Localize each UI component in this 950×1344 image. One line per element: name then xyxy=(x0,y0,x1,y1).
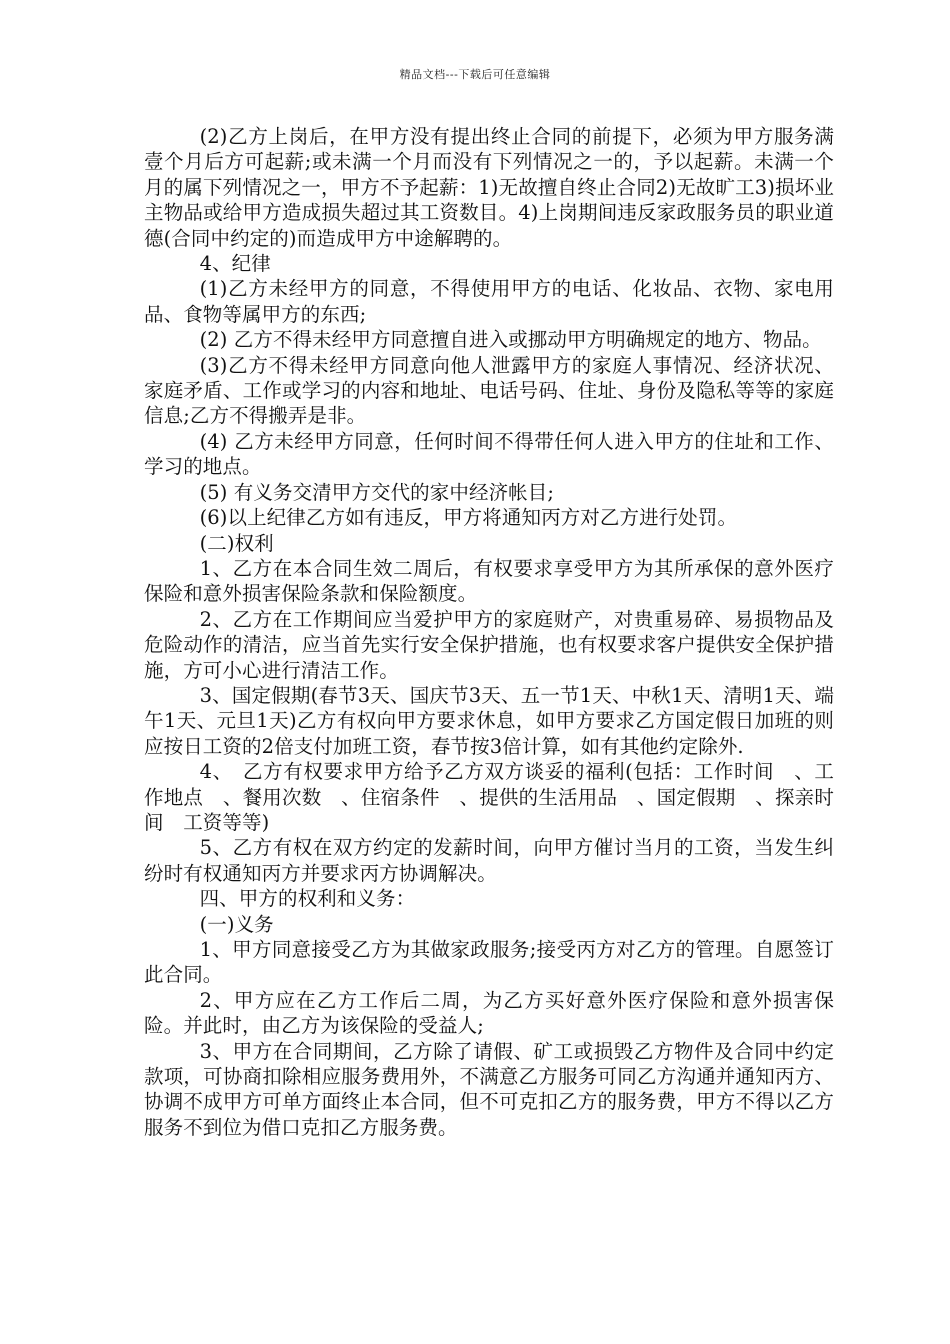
paragraph-discipline-2: (2) 乙方不得未经甲方同意擅自进入或挪动甲方明确规定的地方、物品。 xyxy=(199,328,822,352)
paragraph-rights-1: 1、乙方在本合同生效二周后，有权要求享受甲方为其所承保的意外医疗保险和意外损害保险条款和保险额度。 xyxy=(144,556,834,606)
section-heading-rights: (二)权利 xyxy=(199,531,274,555)
paragraph-obligations-3: 3、甲方在合同期间，乙方除了请假、矿工或损毁乙方物件及合同中约定款项，可协商扣除相应服务费用外，不满意乙方服务可同乙方沟通并通知丙方、协调不成甲方可单方面终止本合同，但不可克扣乙方的服务费，甲方不得以乙方服务不到位为借口克扣乙方服务费。 xyxy=(144,1039,834,1139)
section-heading-discipline: 4、纪律 xyxy=(199,252,271,276)
paragraph-rights-4: 4、 乙方有权要求甲方给予乙方双方谈妥的福利(包括：工作时间 、工作地点 、餐用次数 、住宿条件 、提供的生活用品 、国定假期 、探亲时间 工资等等) xyxy=(144,760,834,834)
paragraph-discipline-1: (1)乙方未经甲方的同意，不得使用甲方的电话、化妆品、衣物、家电用品、食物等属甲方的东西; xyxy=(144,277,834,326)
paragraph-discipline-6: (6)以上纪律乙方如有违反，甲方将通知丙方对乙方进行处罚。 xyxy=(199,506,738,530)
paragraph-obligations-1: 1、甲方同意接受乙方为其做家政服务;接受丙方对乙方的管理。自愿签订此合同。 xyxy=(144,938,834,987)
section-heading-party-a: 四、甲方的权利和义务： xyxy=(199,887,416,911)
paragraph-rights-2: 2、乙方在工作期间应当爱护甲方的家庭财产，对贵重易碎、易损物品及危险动作的清洁，应当首先实行安全保护措施，也有权要求客户提供安全保护措施，方可小心进行清洁工作。 xyxy=(144,607,834,682)
paragraph-rights-3: 3、国定假期(春节3天、国庆节3天、五一节1天、中秋1天、清明1天、端午1天、元旦1天)乙方有权向甲方要求休息，如甲方要求乙方国定假日加班的则应按日工资的2倍支付加班工资，春节按3倍计算，如有其他约定除外. xyxy=(144,683,834,758)
paragraph-discipline-3: (3)乙方不得未经甲方同意向他人泄露甲方的家庭人事情况、经济状况、家庭矛盾、工作或学习的内容和地址、电话号码、住址、身份及隐私等等的家庭信息;乙方不得搬弄是非。 xyxy=(144,353,834,428)
page-header: 精品文档---下载后可任意编辑 xyxy=(399,68,551,81)
paragraph-discipline-5: (5) 有义务交清甲方交代的家中经济帐目; xyxy=(199,480,555,504)
paragraph-discipline-4: (4) 乙方未经甲方同意，任何时间不得带任何人进入甲方的住址和工作、学习的地点。 xyxy=(144,429,834,479)
paragraph-obligations-2: 2、甲方应在乙方工作后二周，为乙方买好意外医疗保险和意外损害保险。并此时，由乙方为该保险的受益人; xyxy=(144,988,834,1038)
paragraph-salary-start: (2)乙方上岗后，在甲方没有提出终止合同的前提下，必须为甲方服务满壹个月后方可起薪;或未满一个月而没有下列情况之一的，予以起薪。未满一个月的属下列情况之一，甲方不予起薪：1)无故擅自终止合同2)无故旷工3)损坏业主物品或给甲方造成损失超过其工资数目。4)上岗期间违反家政服务员的职业道德(合同中约定的)而造成甲方中途解聘的。 xyxy=(144,125,834,250)
section-heading-obligations: (一)义务 xyxy=(199,912,274,936)
paragraph-rights-5: 5、乙方有权在双方约定的发薪时间，向甲方催讨当月的工资，当发生纠纷时有权通知丙方并要求丙方协调解决。 xyxy=(144,836,834,885)
document-body xyxy=(144,124,834,1140)
